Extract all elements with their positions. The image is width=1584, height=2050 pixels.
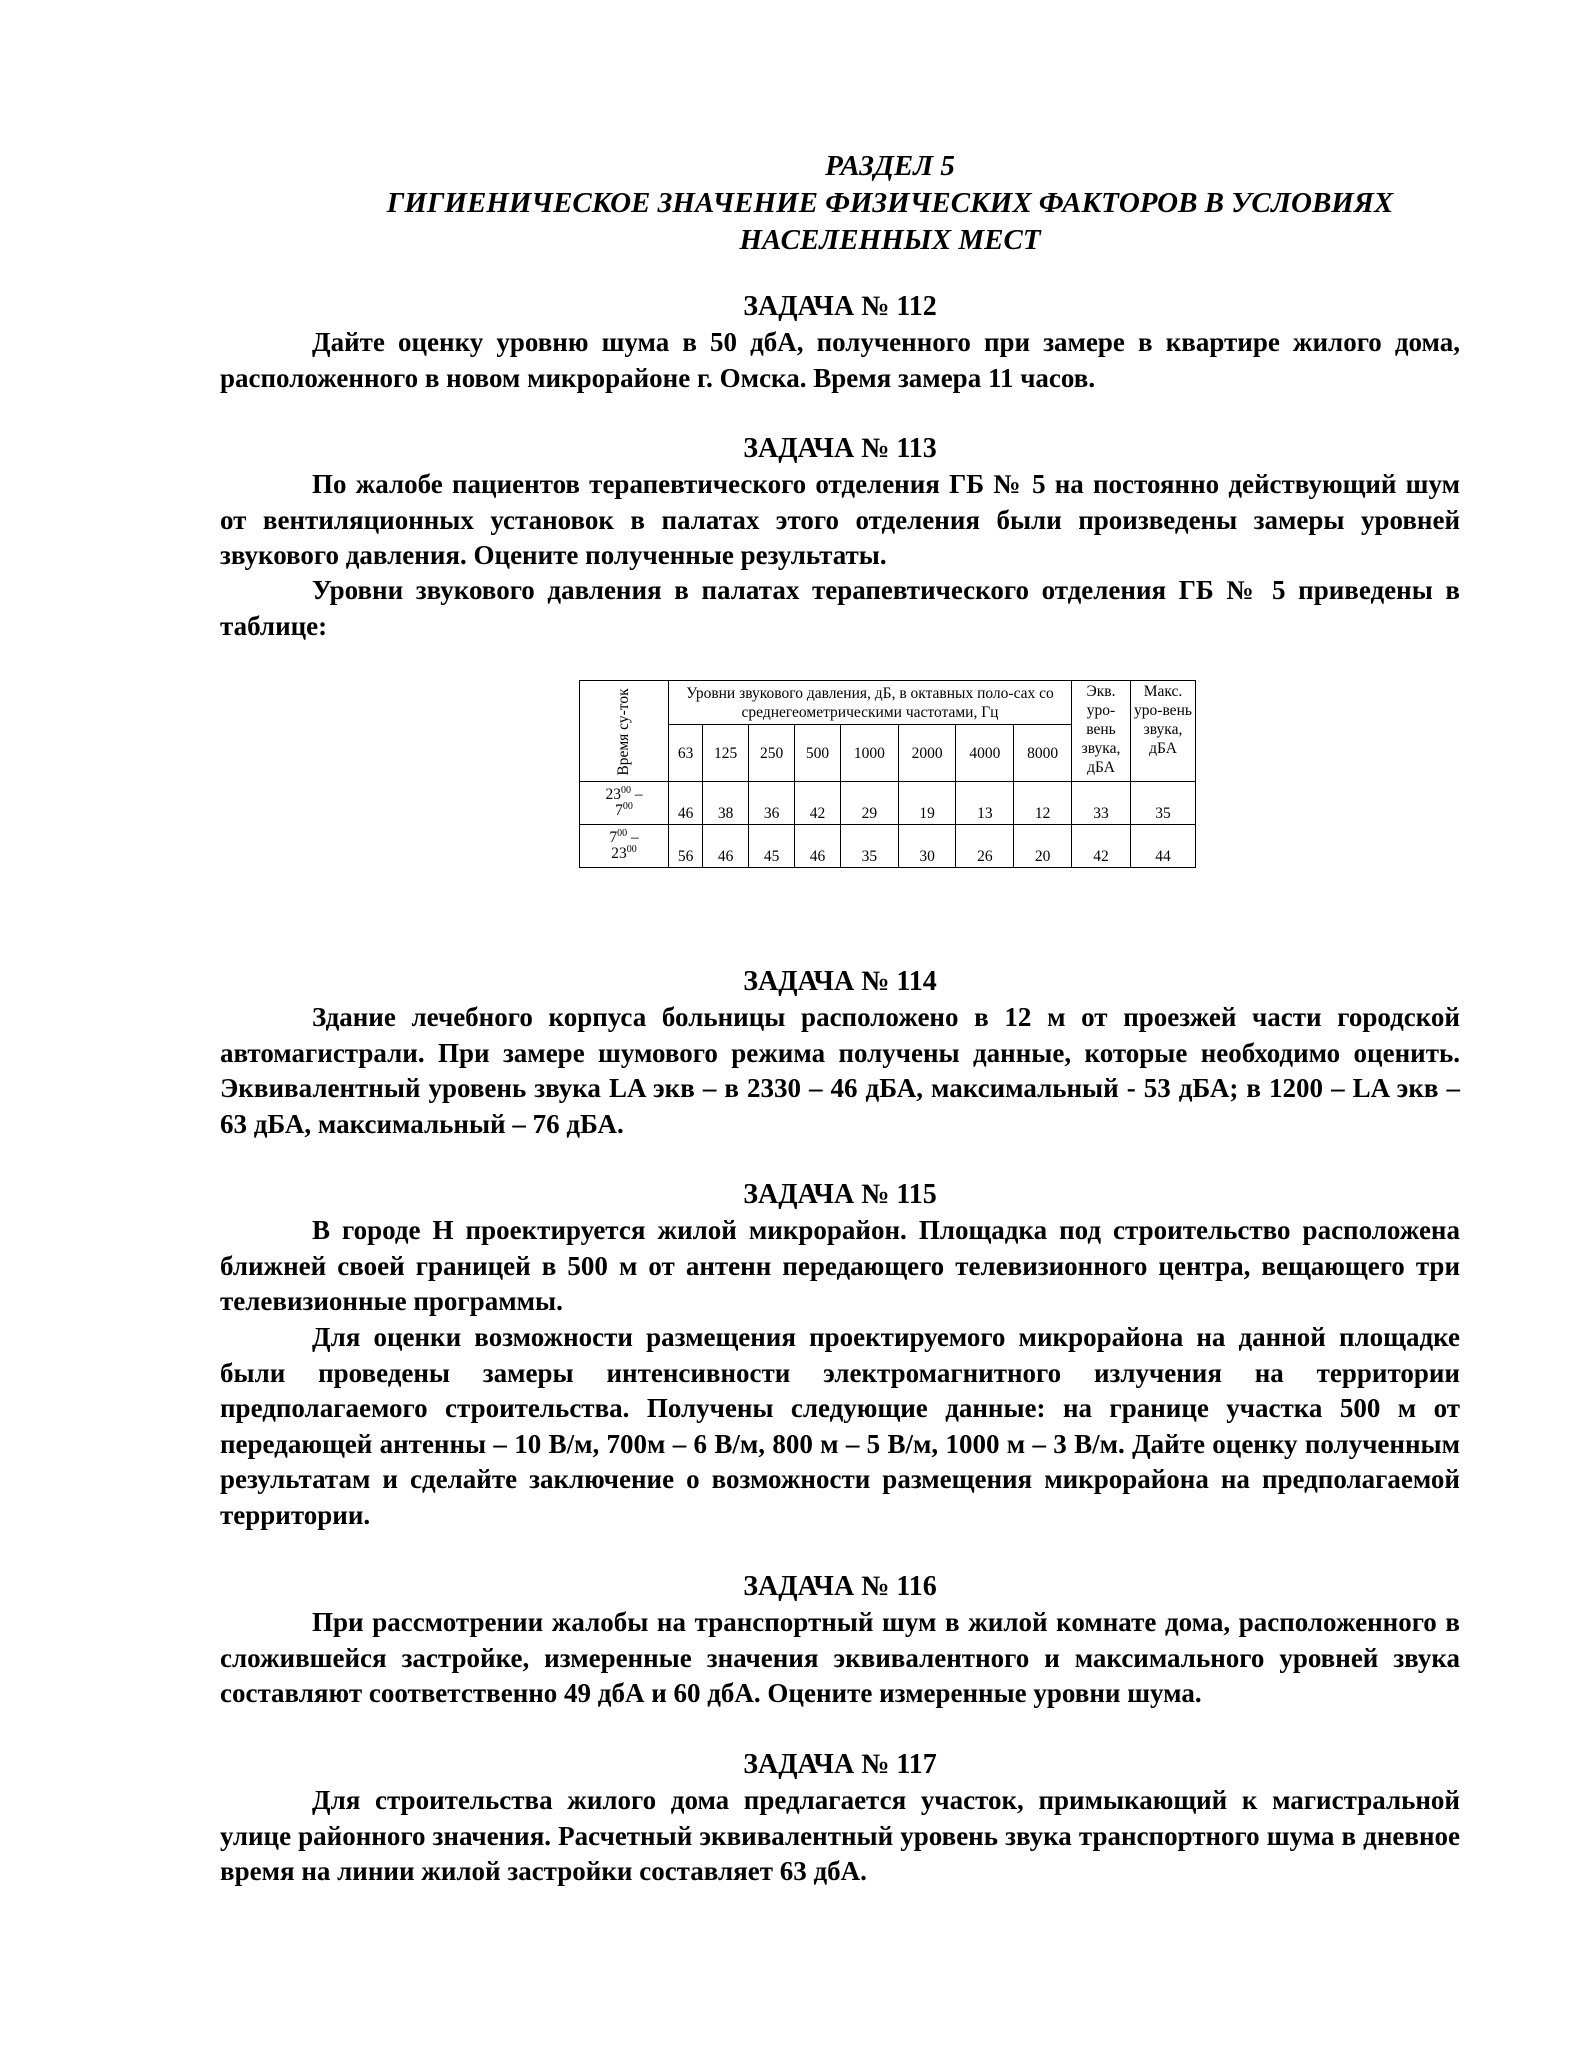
equiv-value-cell: 42 xyxy=(1072,825,1131,868)
task-113-text-2: Уровни звукового давления в палатах терапевтического отделения ГБ № 5 приведены в таблице: xyxy=(220,575,1460,641)
time-cell: $7^{00}$ – $23^{00}$ xyxy=(580,825,669,868)
task-117-text: Для строительства жилого дома предлагается участок, примыкающий к магистральной улице районного значения. Расчетный эквивалентный уровень звука транспортного шума в дневное время на линии жилой застройки составляет 63 дбА. xyxy=(220,1785,1460,1886)
max-value-cell: 44 xyxy=(1131,825,1196,868)
task-113-text-1: По жалобе пациентов терапевтического отделения ГБ № 5 на постоянно действующий шум от вентиляционных установок в палатах этого отделения были произведены замеры уровней звукового давления. Оцените полученные результаты. xyxy=(220,469,1460,570)
task-112-text: Дайте оценку уровню шума в 50 дбА, полученного при замере в квартире жилого дома, расположенного в новом микрорайоне г. Омска. Время замера 11 часов. xyxy=(220,327,1460,393)
section-heading xyxy=(340,148,1440,259)
time-header: Время су-ток xyxy=(615,687,632,776)
task-116-text: При рассмотрении жалобы на транспортный шум в жилой комнате дома, расположенного в сложившейся застройке, измеренные значения эквивалентного и максимального уровней звука составляют соответственно 49 дбА и 60 дбА. Оцените измеренные уровни шума. xyxy=(220,1607,1460,1708)
max-value-cell: 35 xyxy=(1131,782,1196,825)
table-row xyxy=(580,782,1196,825)
value-cell: 46 xyxy=(795,825,841,868)
task-115-text-1: В городе Н проектируется жилой микрорайон. Площадка под строительство расположена ближней своей границей в 500 м от антенн передающего телевизионного центра, вещающего три телевизионные программы. xyxy=(220,1215,1460,1316)
value-cell: 35 xyxy=(841,825,899,868)
frequency-cell: 250 xyxy=(749,725,795,782)
value-cell: 30 xyxy=(898,825,956,868)
task-113-title: ЗАДАЧА № 113 xyxy=(743,433,937,464)
max-level-header: Макс. уро-вень звука, дБА xyxy=(1131,681,1196,782)
value-cell: 42 xyxy=(795,782,841,825)
task-112-title: ЗАДАЧА № 112 xyxy=(743,291,937,322)
levels-header: Уровни звукового давления, дБ, в октавных поло-сах со среднегеометрическими частотами, Гц xyxy=(669,681,1072,725)
value-cell: 26 xyxy=(956,825,1014,868)
value-cell: 29 xyxy=(841,782,899,825)
frequency-cell: 2000 xyxy=(898,725,956,782)
task-117-title: ЗАДАЧА № 117 xyxy=(743,1749,937,1780)
table-row xyxy=(580,825,1196,868)
value-cell: 38 xyxy=(703,782,749,825)
equiv-value-cell: 33 xyxy=(1072,782,1131,825)
value-cell: 36 xyxy=(749,782,795,825)
time-header-cell xyxy=(580,681,669,782)
table-header-row xyxy=(580,681,1196,725)
value-cell: 46 xyxy=(703,825,749,868)
frequency-cell: 125 xyxy=(703,725,749,782)
task-114-text: Здание лечебного корпуса больницы расположено в 12 м от проезжей части городской автомагистрали. При замере шумового режима получены данные, которые необходимо оценить. Эквивалентный уровень звука LA экв – в 2330 – 46 дБА, максимальный - 53 дБА; в 1200 – LA экв – 63 дБА, максимальный – 76 дБА. xyxy=(220,1002,1460,1139)
frequency-cell: 63 xyxy=(669,725,703,782)
time-cell: $23^{00}$ – $7^{00}$ xyxy=(580,782,669,825)
sound-pressure-table xyxy=(579,680,1196,868)
task-115-text-2: Для оценки возможности размещения проектируемого микрорайона на данной площадке были проведены замеры интенсивности электромагнитного излучения на территории предполагаемого строительства. Получены следующие данные: на границе участка 500 м от передающей антенны – 10 В/м, 700м – 6 В/м, 800 м – 5 В/м, 1000 м – 3 В/м. Дайте оценку полученным результатам и сделайте заключение о возможности размещения микрорайона на предполагаемой территории. xyxy=(220,1322,1460,1530)
value-cell: 45 xyxy=(749,825,795,868)
task-114-title: ЗАДАЧА № 114 xyxy=(743,966,937,997)
frequency-cell: 1000 xyxy=(841,725,899,782)
value-cell: 46 xyxy=(669,782,703,825)
frequency-cell: 8000 xyxy=(1014,725,1072,782)
task-116-title: ЗАДАЧА № 116 xyxy=(743,1571,937,1602)
task-115-title: ЗАДАЧА № 115 xyxy=(743,1179,937,1210)
section-title-line-2: НАСЕЛЕННЫХ МЕСТ xyxy=(739,224,1041,256)
frequency-cell: 500 xyxy=(795,725,841,782)
frequency-cell: 4000 xyxy=(956,725,1014,782)
section-number: РАЗДЕЛ 5 xyxy=(825,150,955,182)
value-cell: 13 xyxy=(956,782,1014,825)
equiv-level-header: Экв. уро-вень звука, дБА xyxy=(1072,681,1131,782)
value-cell: 12 xyxy=(1014,782,1072,825)
value-cell: 19 xyxy=(898,782,956,825)
value-cell: 20 xyxy=(1014,825,1072,868)
value-cell: 56 xyxy=(669,825,703,868)
section-title-line-1: ГИГИЕНИЧЕСКОЕ ЗНАЧЕНИЕ ФИЗИЧЕСКИХ ФАКТОРОВ В УСЛОВИЯХ xyxy=(386,187,1394,219)
